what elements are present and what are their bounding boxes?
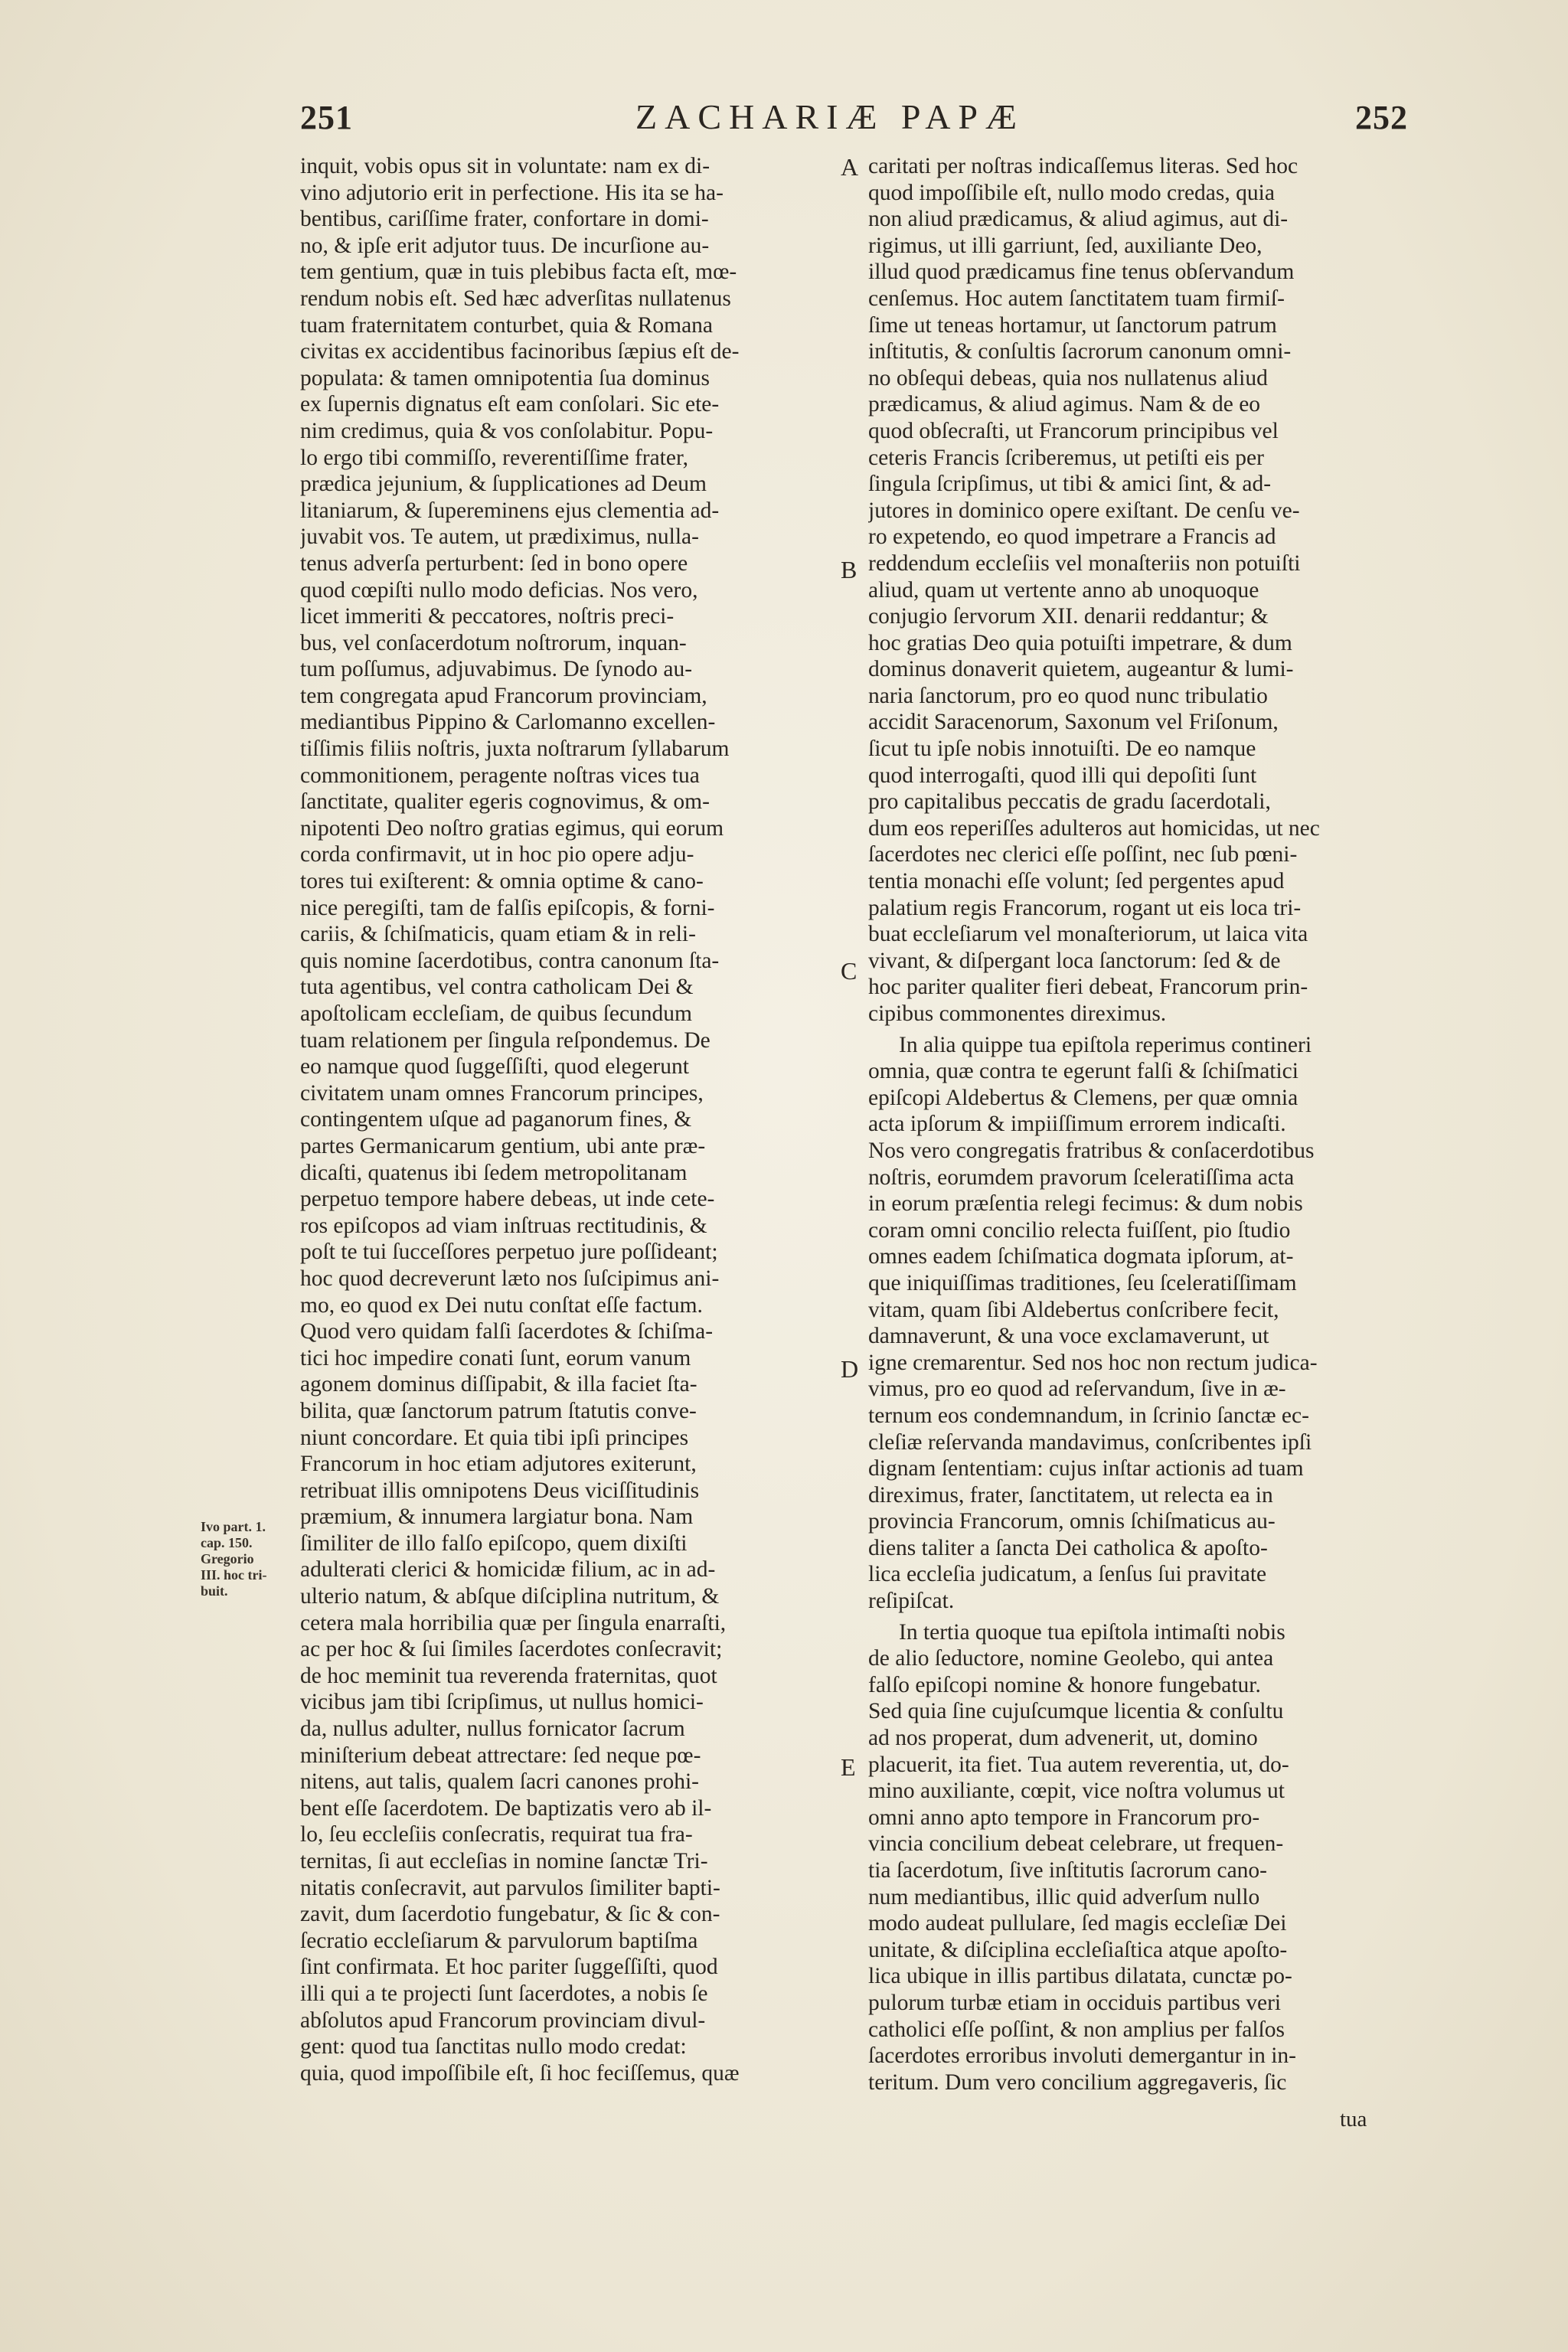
text-line: modo audeat pullulare, ſed magis eccleſiæ Dei (868, 1911, 1287, 1936)
text-line: tuta agentibus, vel contra catholicam Dei & (300, 975, 694, 1000)
text-line: tenus adverſa perturbent: ſed in bono opere (300, 550, 688, 576)
page-title: ZACHARIÆ PAPÆ (635, 97, 1024, 136)
text-line: num mediantibus, illic quid adverſum nullo (868, 1884, 1260, 1909)
text-line: In alia quippe tua epiſtola reperimus contineri (899, 1032, 1312, 1057)
text-line: adulterati clerici & homicidæ filium, ac in ad- (300, 1557, 716, 1583)
text-line: ad nos properat, dum advenerit, ut, domino (868, 1726, 1258, 1751)
text-line: falſo epiſcopi nomine & honore fungebatur. (868, 1672, 1261, 1697)
margin-letter-b: B (841, 556, 858, 583)
text-line: noſtris, eorumdem pravorum ſceleratiſſima acta (868, 1165, 1295, 1190)
text-line: cariis, & ſchiſmaticis, quam etiam & in reli- (300, 922, 696, 947)
text-line: tuam fraternitatem conturbet, quia & Romana (300, 312, 714, 338)
text-line: niunt concordare. Et quia tibi ipſi principes (300, 1425, 689, 1450)
text-line: ſanctitate, qualiter egeris cognovimus, & om- (300, 789, 710, 815)
text-line: quia, quod impoſſibile eſt, ſi hoc feciſſemus, quæ (300, 2060, 740, 2086)
text-line: ex ſupernis dignatus eſt eam conſolari. Sic ete- (300, 392, 720, 417)
text-line: hoc gratias Deo quia potuiſti impetrare, & dum (868, 630, 1292, 655)
text-line: civitas ex accidentibus facinoribus ſæpius eſt de- (300, 339, 740, 364)
text-line: ſicut tu ipſe nobis innotuiſti. De eo namque (868, 737, 1256, 762)
text-line: tiſſimis filiis noſtris, juxta noſtrarum ſyllabarum (300, 737, 730, 762)
text-line: gent: quod tua ſanctitas nullo modo credat: (300, 2034, 687, 2060)
text-line: buat eccleſiarum vel monaſteriorum, ut laica vita (868, 922, 1308, 947)
text-line: ſime ut teneas hortamur, ut ſanctorum patrum (868, 312, 1277, 338)
text-line: igne cremarentur. Sed nos hoc non rectum judica- (868, 1350, 1318, 1375)
text-line: lo, ſeu eccleſiis conſecratis, requirat tua fra- (300, 1822, 693, 1847)
text-line: nipotenti Deo noſtro gratias egimus, qui eorum (300, 815, 724, 841)
text-line: apoſtolicam eccleſiam, de quibus ſecundum (300, 1001, 692, 1026)
text-line: tuam relationem per ſingula reſpondemus. De (300, 1027, 710, 1053)
right-column (868, 153, 1404, 2096)
text-line: vivant, & diſpergant loca ſanctorum: ſed & de (868, 948, 1281, 973)
text-line: tia ſacerdotum, ſive inſtitutis ſacrorum cano- (868, 1858, 1268, 1883)
catchword: tua (1340, 2107, 1367, 2132)
text-line: vicibus jam tibi ſcripſimus, ut nullus homici- (300, 1690, 704, 1715)
paragraph-2 (868, 1032, 1404, 1615)
text-line: licet immeriti & peccatores, noſtris preci- (300, 604, 675, 629)
marginal-note-line: III. hoc tri- (201, 1567, 267, 1583)
text-line: prædica jejunium, & ſupplicationes ad Deum (300, 472, 707, 497)
text-line: rendum nobis eſt. Sed hæc adverſitas nullatenus (300, 286, 731, 311)
text-line: reſipiſcat. (868, 1589, 955, 1614)
text-line: lica eccleſia judicatum, a ſenſus ſui pravitate (868, 1562, 1267, 1587)
text-line: illud quod prædicamus fine tenus obſervandum (868, 260, 1295, 285)
text-line: non aliud prædicamus, & aliud agimus, aut di- (868, 207, 1289, 232)
text-line: omnes eadem ſchiſmatica dogmata ipſorum, at- (868, 1244, 1294, 1269)
paragraph-3 (868, 1619, 1404, 2096)
text-line: cipibus commonentes direximus. (868, 1001, 1167, 1026)
text-line: nitatis conſecravit, aut parvulos ſimiliter bapti- (300, 1875, 720, 1900)
text-line: Sed quia ſine cujuſcumque licentia & conſultu (868, 1699, 1284, 1724)
text-line: ſacerdotes nec clerici eſſe poſſint, nec ſub pœni- (868, 842, 1298, 867)
text-line: præmium, & innumera largiatur bona. Nam (300, 1504, 694, 1530)
text-line: dominus donaverit quietem, augeantur & lumi- (868, 657, 1294, 682)
page-number-left: 251 (300, 99, 353, 136)
marginal-note (201, 1519, 291, 1599)
text-line: ſint confirmata. Et hoc pariter ſuggeſſiſti, quod (300, 1955, 718, 1980)
text-line: ac per hoc & ſui ſimiles ſacerdotes conſecravit; (300, 1637, 723, 1662)
text-line: inquit, vobis opus sit in voluntate: nam ex di- (300, 154, 710, 178)
page-number-right: 252 (1355, 99, 1408, 136)
text-line: corda confirmavit, ut in hoc pio opere adju- (300, 842, 694, 867)
text-line: tentia monachi eſſe volunt; ſed pergentes apud (868, 869, 1285, 894)
text-line: commonitionem, peragente noſtras vices tua (300, 763, 700, 788)
text-line: inſtitutis, & conſultis ſacrorum canonum omni- (868, 339, 1292, 364)
text-line: catholici eſſe poſſint, & non amplius per falſos (868, 2017, 1285, 2042)
marginal-note-line: Ivo part. 1. (201, 1519, 266, 1534)
text-line: de alio ſeductore, nomine Geolebo, qui antea (868, 1646, 1274, 1671)
text-line: cetera mala horribilia quæ per ſingula enarraſti, (300, 1610, 727, 1635)
margin-letter-c: C (841, 957, 858, 985)
text-line: vimus, pro eo quod ad reſervandum, ſive in æ- (868, 1377, 1286, 1402)
text-line: partes Germanicarum gentium, ubi ante præ- (300, 1133, 706, 1158)
text-line: bus, vel conſacerdotum noſtrorum, inquan- (300, 630, 687, 655)
text-line: direximus, frater, ſanctitatem, ut relecta ea in (868, 1482, 1273, 1508)
text-line: placuerit, ita fiet. Tua autem reverentia, ut, do- (868, 1752, 1289, 1777)
text-line: omni anno apto tempore in Francorum pro- (868, 1805, 1260, 1830)
text-line: abſolutos apud Francorum provinciam divul- (300, 2007, 706, 2033)
text-line: naria ſanctorum, pro eo quod nunc tribulatio (868, 683, 1268, 708)
text-line: ternitas, ſi aut eccleſias in nomine ſanctæ Tri- (300, 1849, 708, 1873)
text-line: vitam, quam ſibi Aldebertus conſcribere fecit, (868, 1297, 1279, 1322)
text-line: litaniarum, & ſupereminens ejus clementia ad- (300, 498, 720, 523)
text-line: tem gentium, quæ in tuis plebibus facta eſt, mœ- (300, 260, 737, 285)
text-line: quis nomine ſacerdotibus, contra canonum ſta- (300, 948, 720, 973)
margin-letter-a: A (841, 153, 859, 181)
text-line: Quod vero quidam falſi ſacerdotes & ſchiſma- (300, 1319, 714, 1344)
text-line: da, nullus adulter, nullus fornicator ſacrum (300, 1717, 685, 1742)
text-line: poſt te tui ſucceſſores perpetuo jure poſſideant; (300, 1240, 718, 1265)
text-line: pro capitalibus peccatis de gradu ſacerdotali, (868, 789, 1271, 815)
text-line: pulorum turbæ etiam in occiduis partibus veri (868, 1990, 1282, 2015)
text-line: quod impoſſibile eſt, nullo modo credas, quia (868, 180, 1275, 205)
text-line: bent eſſe ſacerdotem. De baptizatis vero ab il- (300, 1795, 712, 1821)
text-line: damnaverunt, & una voce exclamaverunt, ut (868, 1324, 1269, 1349)
text-line: rigimus, ut illi garriunt, ſed, auxiliante Deo, (868, 233, 1263, 258)
text-line: teritum. Dum vero concilium aggregaveris, ſic (868, 2069, 1287, 2095)
text-line: juvabit vos. Te autem, ut prædiximus, nulla- (300, 524, 699, 550)
text-line: quod cœpiſti nullo modo deficias. Nos vero, (300, 577, 698, 603)
text-line: epiſcopi Aldebertus & Clemens, per quæ omnia (868, 1085, 1298, 1110)
text-line: hoc quod decreverunt læto nos ſuſcipimus ani- (300, 1266, 720, 1291)
text-line: civitatem unam omnes Francorum principes, (300, 1080, 704, 1106)
text-line: reddendum eccleſiis vel monaſteriis non potuiſti (868, 550, 1301, 576)
text-line: nitens, aut talis, qualem ſacri canones prohi- (300, 1769, 700, 1795)
text-line: ſimiliter de illo falſo epiſcopo, quem dixiſti (300, 1530, 688, 1556)
text-line: mino auxiliante, cœpit, vice noſtra volumus ut (868, 1779, 1285, 1804)
text-line: nice peregiſti, tam de falſis epiſcopis, & forni- (300, 895, 715, 920)
text-line: quod obſecraſti, ut Francorum principibus vel (868, 418, 1279, 443)
text-line: ulterio natum, & abſque diſciplina nutritum, & (300, 1584, 720, 1609)
text-line: cleſiæ reſervanda mandavimus, conſcribentes ipſi (868, 1429, 1312, 1455)
text-line: no obſequi debeas, quia nos nullatenus aliud (868, 365, 1268, 390)
text-line: lo ergo tibi commiſſo, reverentiſſime frater, (300, 445, 688, 470)
text-line: bentibus, cariſſime frater, confortare in domi- (300, 207, 709, 232)
text-line: ceteris Francis ſcriberemus, ut petiſti eis per (868, 445, 1264, 470)
text-line: lica ubique in illis partibus dilatata, cunctæ po- (868, 1964, 1292, 1989)
text-line: hoc pariter qualiter fieri debeat, Francorum prin- (868, 975, 1308, 1000)
text-line: de hoc meminit tua reverenda fraternitas, quot (300, 1663, 717, 1688)
text-line: contingentem uſque ad paganorum fines, & (300, 1107, 692, 1132)
text-line: bilita, quæ ſanctorum patrum ſtatutis conve- (300, 1398, 697, 1423)
text-line: zavit, dum ſacerdotio fungebatur, & ſic & con- (300, 1902, 720, 1927)
text-line: ſecratio eccleſiarum & parvulorum baptiſma (300, 1928, 698, 1953)
running-head (0, 90, 1568, 152)
margin-letter-e: E (841, 1753, 856, 1781)
text-line: vincia concilium debeat celebrare, ut frequen- (868, 1831, 1284, 1857)
text-line: vino adjutorio erit in perfectione. His ita se ha- (300, 180, 724, 205)
marginal-note-line: cap. 150. (201, 1535, 253, 1550)
text-line: accidit Saracenorum, Saxonum vel Friſonum, (868, 710, 1279, 735)
paragraph-1 (868, 153, 1404, 1027)
text-line: ro expetendo, eo quod impetrare a Francis ad (868, 524, 1276, 550)
text-line: provincia Francorum, omnis ſchiſmaticus au- (868, 1509, 1276, 1534)
text-line: acta ipſorum & impiiſſimum errorem indicaſti. (868, 1112, 1286, 1137)
text-line: populata: & tamen omnipotentia ſua dominus (300, 365, 710, 390)
text-line: dicaſti, quatenus ibi ſedem metropolitanam (300, 1160, 688, 1185)
marginal-note-line: Gregorio (201, 1551, 254, 1566)
text-line: ternum eos condemnandum, in ſcrinio ſanctæ ec- (868, 1403, 1309, 1428)
text-line: perpetuo tempore habere debeas, ut inde cete- (300, 1187, 715, 1212)
text-line: unitate, & diſciplina eccleſiaſtica atque apoſto- (868, 1937, 1288, 1962)
text-line: quod interrogaſti, quod illi qui depoſiti ſunt (868, 763, 1257, 788)
text-line: in eorum præſentia relegi fecimus: & dum nobis (868, 1191, 1303, 1217)
text-line: eo namque quod ſuggeſſiſti, quod elegerunt (300, 1054, 689, 1080)
text-line: nim credimus, quia & vos conſolabitur. Popu- (300, 418, 714, 443)
text-line: agonem dominus diſſipabit, & illa faciet ſta- (300, 1372, 697, 1397)
text-line: tem congregata apud Francorum provinciam, (300, 683, 707, 708)
text-line: prædicamus, & aliud agimus. Nam & de eo (868, 392, 1261, 417)
text-line: ros epiſcopos ad viam inſtruas rectitudinis, & (300, 1213, 707, 1238)
text-line: tici hoc impedire conati ſunt, eorum vanum (300, 1345, 691, 1370)
text-line: dum eos reperiſſes adulteros aut homicidas, ut nec (868, 815, 1320, 841)
text-line: coram omni concilio relecta fuiſſent, pio ſtudio (868, 1217, 1291, 1243)
text-line: dignam ſententiam: cujus inſtar actionis ad tuam (868, 1456, 1304, 1481)
text-line: ſacerdotes erroribus involuti demergantur in in- (868, 2043, 1296, 2069)
text-line: palatium regis Francorum, rogant ut eis loca tri- (868, 895, 1302, 920)
text-line: mediantibus Pippino & Carlomanno excellen- (300, 710, 716, 735)
text-line: diens taliter a ſancta Dei catholica & apoſto- (868, 1535, 1268, 1560)
text-line: Nos vero congregatis fratribus & conſacerdotibus (868, 1138, 1315, 1163)
text-line: illi qui a te projecti ſunt ſacerdotes, a nobis ſe (300, 1981, 708, 2006)
text-line: tum poſſumus, adjuvabimus. De ſynodo au- (300, 657, 693, 682)
text-line: ſingula ſcripſimus, ut tibi & amici ſint, & ad- (868, 472, 1272, 497)
marginal-note-line: buit. (201, 1583, 228, 1599)
left-column (300, 153, 836, 2086)
text-line: In tertia quoque tua epiſtola intimaſti nobis (899, 1619, 1285, 1645)
text-line: jutores in dominico opere exiſtant. De cenſu ve- (868, 498, 1300, 523)
text-line: conjugio ſervorum XII. denarii reddantur; & (868, 604, 1269, 629)
text-line: caritati per noſtras indicaſſemus literas. Sed hoc (868, 154, 1298, 178)
text-line: mo, eo quod ex Dei nutu conſtat eſſe factum. (300, 1292, 703, 1318)
text-line: que iniquiſſimas traditiones, ſeu ſceleratiſſimam (868, 1270, 1297, 1295)
text-line: aliud, quam ut vertente anno ab unoquoque (868, 577, 1259, 603)
text-line: tores tui exiſterent: & omnia optime & cano- (300, 869, 704, 894)
text-line: miniſterium debeat attrectare: ſed neque pœ- (300, 1743, 701, 1768)
text-line: no, & ipſe erit adjutor tuus. De incurſione au- (300, 233, 710, 258)
text-line: cenſemus. Hoc autem ſanctitatem tuam firmiſ- (868, 286, 1285, 311)
text-line: retribuat illis omnipotens Deus viciſſitudinis (300, 1478, 700, 1503)
text-line: omnia, quæ contra te egerunt falſi & ſchiſmatici (868, 1059, 1298, 1084)
text-line: Francorum in hoc etiam adjutores exiterunt, (300, 1452, 697, 1477)
margin-letter-d: D (841, 1355, 859, 1383)
